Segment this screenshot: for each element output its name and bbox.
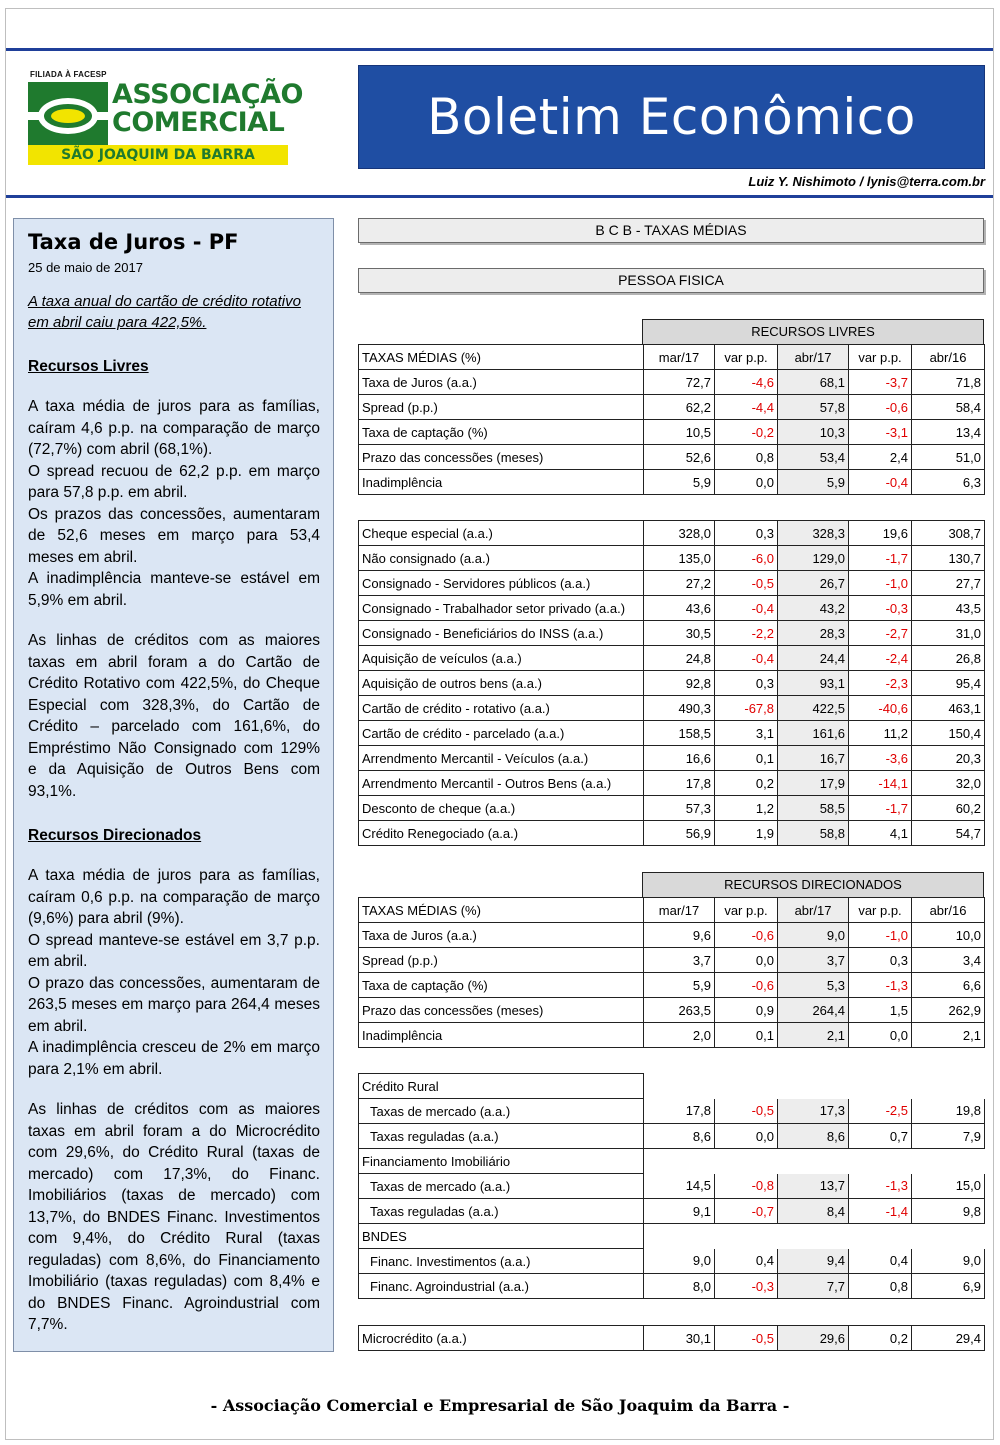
bcb-title-bar: B C B - TAXAS MÉDIAS xyxy=(358,218,984,243)
value-cell: 9,0 xyxy=(778,923,849,948)
paragraph: O spread recuou de 62,2 p.p. em março para 57,8 p.p. em abril. xyxy=(28,462,320,501)
value-cell: 7,9 xyxy=(912,1124,985,1149)
table-row xyxy=(359,1023,985,1048)
column-header: var p.p. xyxy=(715,898,778,923)
value-cell: 92,8 xyxy=(644,671,715,696)
table-row xyxy=(359,395,985,420)
paragraph: A inadimplência cresceu de 2% em março para 2,1% em abril. xyxy=(28,1039,320,1078)
value-cell: 10,5 xyxy=(644,420,715,445)
sidebar-title: Taxa de Juros - PF xyxy=(28,230,239,254)
value-cell: -40,6 xyxy=(849,696,912,721)
value-cell: 328,3 xyxy=(778,521,849,546)
column-header: abr/16 xyxy=(912,345,985,370)
value-cell: 0,1 xyxy=(715,746,778,771)
value-cell: -1,7 xyxy=(849,796,912,821)
value-cell: 30,1 xyxy=(644,1326,715,1351)
value-cell: 10,0 xyxy=(912,923,985,948)
value-cell: 463,1 xyxy=(912,696,985,721)
value-cell: -3,7 xyxy=(849,370,912,395)
row-label: Consignado - Beneficiários do INSS (a.a.) xyxy=(359,621,644,646)
value-cell: 60,2 xyxy=(912,796,985,821)
table-row xyxy=(359,370,985,395)
value-cell: -0,3 xyxy=(715,1274,778,1299)
value-cell: -0,5 xyxy=(715,1326,778,1351)
value-cell: -2,3 xyxy=(849,671,912,696)
value-cell: 1,9 xyxy=(715,821,778,846)
value-cell: 3,1 xyxy=(715,721,778,746)
value-cell: -1,0 xyxy=(849,923,912,948)
table-row xyxy=(359,1274,985,1299)
header-bottom-rule xyxy=(6,195,993,198)
value-cell: -0,3 xyxy=(849,596,912,621)
value-cell: -0,6 xyxy=(715,973,778,998)
table-row xyxy=(359,1326,985,1351)
value-cell: 30,5 xyxy=(644,621,715,646)
value-cell: -3,1 xyxy=(849,420,912,445)
value-cell: 1,2 xyxy=(715,796,778,821)
table-row xyxy=(359,1224,985,1249)
table-row xyxy=(359,923,985,948)
row-label: Crédito Renegociado (a.a.) xyxy=(359,821,644,846)
value-cell: -67,8 xyxy=(715,696,778,721)
value-cell: 0,3 xyxy=(715,521,778,546)
microcredito-table xyxy=(358,1325,985,1351)
table-row xyxy=(359,1149,985,1174)
row-label: Financ. Agroindustrial (a.a.) xyxy=(359,1274,644,1299)
value-cell: 19,6 xyxy=(849,521,912,546)
value-cell: 9,1 xyxy=(644,1199,715,1224)
value-cell: 161,6 xyxy=(778,721,849,746)
value-cell: 1,5 xyxy=(849,998,912,1023)
value-cell: 53,4 xyxy=(778,445,849,470)
value-cell: 2,1 xyxy=(778,1023,849,1048)
row-label: Cheque especial (a.a.) xyxy=(359,521,644,546)
column-header: TAXAS MÉDIAS (%) xyxy=(359,345,644,370)
value-cell: 3,7 xyxy=(778,948,849,973)
value-cell: 17,9 xyxy=(778,771,849,796)
value-cell: 8,6 xyxy=(778,1124,849,1149)
table-row xyxy=(359,771,985,796)
spacer xyxy=(28,1080,320,1099)
table-row xyxy=(359,721,985,746)
table-row xyxy=(359,521,985,546)
value-cell: 5,9 xyxy=(644,973,715,998)
value-cell: -1,4 xyxy=(849,1199,912,1224)
table-row xyxy=(359,1174,985,1199)
value-cell: 57,3 xyxy=(644,796,715,821)
value-cell: -2,7 xyxy=(849,621,912,646)
value-cell: 6,3 xyxy=(912,470,985,495)
value-cell: 6,9 xyxy=(912,1274,985,1299)
paragraph: As linhas de créditos com as maiores taxas em abril foram a do Cartão de Crédito Rotativo com 422,5%, do Cheque Especial com 328,3%, do Cartão de Crédito – parcelado com 161,6%, do Empréstimo Não Consignado com 129% e da Aquisição de Outros Bens com 93,1%. xyxy=(28,632,320,800)
paragraph: A taxa média de juros para as famílias, caíram 0,6 p.p. na comparação de março (9,6%) para abril (9%). xyxy=(28,867,320,927)
value-cell: 150,4 xyxy=(912,721,985,746)
table-row xyxy=(359,1099,985,1124)
value-cell: 9,8 xyxy=(912,1199,985,1224)
column-header: abr/17 xyxy=(778,898,849,923)
row-label: Taxas de mercado (a.a.) xyxy=(359,1099,644,1124)
logo-filiada-text: FILIADA À FACESP xyxy=(30,70,107,79)
publication-date: 25 de maio de 2017 xyxy=(28,260,143,275)
summary-sidebar xyxy=(13,218,334,1352)
value-cell: -4,4 xyxy=(715,395,778,420)
value-cell: 93,1 xyxy=(778,671,849,696)
column-header: mar/17 xyxy=(644,345,715,370)
value-cell: 308,7 xyxy=(912,521,985,546)
value-cell: 0,9 xyxy=(715,998,778,1023)
value-cell: 9,4 xyxy=(778,1249,849,1274)
recursos-livres-summary-table xyxy=(358,344,985,495)
value-cell: 27,7 xyxy=(912,571,985,596)
table-header-row xyxy=(359,345,985,370)
value-cell: 17,8 xyxy=(644,771,715,796)
value-cell: 0,8 xyxy=(715,445,778,470)
pessoa-fisica-bar: PESSOA FISICA xyxy=(358,268,984,293)
column-header: abr/16 xyxy=(912,898,985,923)
value-cell: -2,4 xyxy=(849,646,912,671)
table-row xyxy=(359,546,985,571)
value-cell: 264,4 xyxy=(778,998,849,1023)
table-row xyxy=(359,621,985,646)
value-cell: -2,2 xyxy=(715,621,778,646)
value-cell: 29,6 xyxy=(778,1326,849,1351)
table-row xyxy=(359,948,985,973)
value-cell: 0,0 xyxy=(715,948,778,973)
column-header: abr/17 xyxy=(778,345,849,370)
value-cell: -14,1 xyxy=(849,771,912,796)
section-title-recursos-livres: Recursos Livres xyxy=(28,358,149,375)
row-label: Cartão de crédito - rotativo (a.a.) xyxy=(359,696,644,721)
table-row xyxy=(359,696,985,721)
value-cell: 263,5 xyxy=(644,998,715,1023)
value-cell: 52,6 xyxy=(644,445,715,470)
value-cell: 6,6 xyxy=(912,973,985,998)
value-cell: 0,8 xyxy=(849,1274,912,1299)
value-cell: 0,7 xyxy=(849,1124,912,1149)
row-label: Taxas de mercado (a.a.) xyxy=(359,1174,644,1199)
logo-line2: COMERCIAL xyxy=(112,107,285,138)
value-cell: -0,7 xyxy=(715,1199,778,1224)
row-label: Taxa de captação (%) xyxy=(359,973,644,998)
value-cell: 58,5 xyxy=(778,796,849,821)
row-label: Cartão de crédito - parcelado (a.a.) xyxy=(359,721,644,746)
association-logo xyxy=(28,70,303,166)
row-label: Spread (p.p.) xyxy=(359,395,644,420)
value-cell: 28,3 xyxy=(778,621,849,646)
value-cell: -0,4 xyxy=(715,596,778,621)
section-title-recursos-direcionados: Recursos Direcionados xyxy=(28,827,202,844)
value-cell: 490,3 xyxy=(644,696,715,721)
value-cell: 0,3 xyxy=(849,948,912,973)
value-cell: 43,2 xyxy=(778,596,849,621)
value-cell: 71,8 xyxy=(912,370,985,395)
table-row xyxy=(359,646,985,671)
value-cell: 14,5 xyxy=(644,1174,715,1199)
value-cell: 9,0 xyxy=(912,1249,985,1274)
top-rule xyxy=(6,48,993,51)
column-header: var p.p. xyxy=(849,898,912,923)
recursos-direcionados-lines-table xyxy=(358,1073,985,1299)
row-label: Taxa de Juros (a.a.) xyxy=(359,923,644,948)
row-label: Microcrédito (a.a.) xyxy=(359,1326,644,1351)
value-cell: 3,7 xyxy=(644,948,715,973)
row-label: Taxa de Juros (a.a.) xyxy=(359,370,644,395)
recursos-direcionados-summary-table xyxy=(358,897,985,1048)
bulletin-title: Boletim Econômico xyxy=(427,88,916,146)
value-cell: 13,4 xyxy=(912,420,985,445)
value-cell: 68,1 xyxy=(778,370,849,395)
row-label: Não consignado (a.a.) xyxy=(359,546,644,571)
column-header: TAXAS MÉDIAS (%) xyxy=(359,898,644,923)
paragraph: O prazo das concessões, aumentaram de 263,5 meses em março para 264,4 meses em abril. xyxy=(28,974,320,1035)
recursos-livres-lines-table xyxy=(358,520,985,846)
column-header: var p.p. xyxy=(849,345,912,370)
group-label: BNDES xyxy=(359,1224,644,1249)
table-row xyxy=(359,571,985,596)
value-cell: 4,1 xyxy=(849,821,912,846)
value-cell: 0,2 xyxy=(715,771,778,796)
value-cell: 17,8 xyxy=(644,1099,715,1124)
logo-emblem-icon xyxy=(28,82,108,146)
value-cell: 8,6 xyxy=(644,1124,715,1149)
paragraph: O spread manteve-se estável em 3,7 p.p. em abril. xyxy=(28,931,320,970)
value-cell: 5,3 xyxy=(778,973,849,998)
value-cell: -0,6 xyxy=(849,395,912,420)
value-cell: 129,0 xyxy=(778,546,849,571)
row-label: Arrendmento Mercantil - Outros Bens (a.a.) xyxy=(359,771,644,796)
value-cell: 72,7 xyxy=(644,370,715,395)
value-cell: 328,0 xyxy=(644,521,715,546)
group-spacer xyxy=(644,1224,985,1249)
value-cell: 17,3 xyxy=(778,1099,849,1124)
value-cell: 422,5 xyxy=(778,696,849,721)
recursos-livres-header: RECURSOS LIVRES xyxy=(642,319,984,344)
value-cell: -0,8 xyxy=(715,1174,778,1199)
row-label: Inadimplência xyxy=(359,1023,644,1048)
value-cell: 0,1 xyxy=(715,1023,778,1048)
row-label: Taxas reguladas (a.a.) xyxy=(359,1199,644,1224)
value-cell: 2,1 xyxy=(912,1023,985,1048)
value-cell: -0,4 xyxy=(849,470,912,495)
row-label: Inadimplência xyxy=(359,470,644,495)
table-header-row xyxy=(359,898,985,923)
row-label: Aquisição de outros bens (a.a.) xyxy=(359,671,644,696)
table-row xyxy=(359,1199,985,1224)
row-label: Spread (p.p.) xyxy=(359,948,644,973)
value-cell: 7,7 xyxy=(778,1274,849,1299)
table-row xyxy=(359,796,985,821)
group-spacer xyxy=(644,1149,985,1174)
row-label: Aquisição de veículos (a.a.) xyxy=(359,646,644,671)
table-row xyxy=(359,973,985,998)
row-label: Prazo das concessões (meses) xyxy=(359,445,644,470)
row-label: Prazo das concessões (meses) xyxy=(359,998,644,1023)
value-cell: 0,4 xyxy=(715,1249,778,1274)
value-cell: 3,4 xyxy=(912,948,985,973)
value-cell: -1,0 xyxy=(849,571,912,596)
value-cell: 16,7 xyxy=(778,746,849,771)
logo-line3: SÃO JOAQUIM DA BARRA xyxy=(28,145,288,165)
value-cell: 0,0 xyxy=(849,1023,912,1048)
row-label: Taxa de captação (%) xyxy=(359,420,644,445)
spacer xyxy=(28,846,320,865)
value-cell: -1,3 xyxy=(849,973,912,998)
spacer xyxy=(28,377,320,396)
value-cell: 130,7 xyxy=(912,546,985,571)
value-cell: 0,3 xyxy=(715,671,778,696)
value-cell: -0,2 xyxy=(715,420,778,445)
paragraph: A inadimplência manteve-se estável em 5,9% em abril. xyxy=(28,570,320,609)
value-cell: 51,0 xyxy=(912,445,985,470)
column-header: mar/17 xyxy=(644,898,715,923)
value-cell: 262,9 xyxy=(912,998,985,1023)
value-cell: 56,9 xyxy=(644,821,715,846)
value-cell: 15,0 xyxy=(912,1174,985,1199)
value-cell: 9,6 xyxy=(644,923,715,948)
value-cell: 5,9 xyxy=(644,470,715,495)
value-cell: -0,5 xyxy=(715,571,778,596)
value-cell: 2,4 xyxy=(849,445,912,470)
table-row xyxy=(359,998,985,1023)
table-row xyxy=(359,470,985,495)
value-cell: 16,6 xyxy=(644,746,715,771)
value-cell: -3,6 xyxy=(849,746,912,771)
group-spacer xyxy=(644,1074,985,1099)
value-cell: 8,4 xyxy=(778,1199,849,1224)
table-row xyxy=(359,746,985,771)
value-cell: 54,7 xyxy=(912,821,985,846)
paragraph: Os prazos das concessões, aumentaram de 52,6 meses em março para 53,4 meses em abril. xyxy=(28,505,320,566)
value-cell: 0,0 xyxy=(715,470,778,495)
row-label: Consignado - Servidores públicos (a.a.) xyxy=(359,571,644,596)
value-cell: 8,0 xyxy=(644,1274,715,1299)
value-cell: -6,0 xyxy=(715,546,778,571)
value-cell: 0,0 xyxy=(715,1124,778,1149)
author-credit: Luiz Y. Nishimoto / lynis@terra.com.br xyxy=(748,174,985,189)
value-cell: 135,0 xyxy=(644,546,715,571)
value-cell: 24,4 xyxy=(778,646,849,671)
bulletin-title-box xyxy=(358,65,985,169)
row-label: Financ. Investimentos (a.a.) xyxy=(359,1249,644,1274)
value-cell: 158,5 xyxy=(644,721,715,746)
row-label: Taxas reguladas (a.a.) xyxy=(359,1124,644,1149)
logo-line1: ASSOCIAÇÃO xyxy=(112,79,303,110)
value-cell: 31,0 xyxy=(912,621,985,646)
value-cell: 10,3 xyxy=(778,420,849,445)
value-cell: 0,4 xyxy=(849,1249,912,1274)
row-label: Arrendmento Mercantil - Veículos (a.a.) xyxy=(359,746,644,771)
recursos-direcionados-header: RECURSOS DIRECIONADOS xyxy=(642,872,984,897)
column-header: var p.p. xyxy=(715,345,778,370)
value-cell: 29,4 xyxy=(912,1326,985,1351)
group-label: Crédito Rural xyxy=(359,1074,644,1099)
value-cell: -4,6 xyxy=(715,370,778,395)
table-row xyxy=(359,420,985,445)
paragraph: As linhas de créditos com as maiores taxas em abril foram a do Microcrédito com 29,6%, do Crédito Rural (taxas de mercado) com 17,3%, do Financ. Imobiliários (taxas de mercado) com 13,7%, do BNDES Financ. Investimentos com 9,4%, do Crédito Rural (taxas reguladas) com 8,6%, do Financiamento Imobiliário (taxas reguladas) com 8,4% e do BNDES Financ. Agroindustrial com 7,7%. xyxy=(28,1101,320,1333)
value-cell: -2,5 xyxy=(849,1099,912,1124)
value-cell: 58,4 xyxy=(912,395,985,420)
value-cell: 24,8 xyxy=(644,646,715,671)
value-cell: 27,2 xyxy=(644,571,715,596)
table-row xyxy=(359,1249,985,1274)
value-cell: -0,6 xyxy=(715,923,778,948)
value-cell: 26,8 xyxy=(912,646,985,671)
table-row xyxy=(359,1124,985,1149)
table-row xyxy=(359,445,985,470)
value-cell: -0,4 xyxy=(715,646,778,671)
value-cell: -1,7 xyxy=(849,546,912,571)
value-cell: 9,0 xyxy=(644,1249,715,1274)
table-row xyxy=(359,596,985,621)
table-row xyxy=(359,671,985,696)
value-cell: 5,9 xyxy=(778,470,849,495)
value-cell: 32,0 xyxy=(912,771,985,796)
paragraph: A taxa média de juros para as famílias, caíram 4,6 p.p. na comparação de março (72,7%) com abril (68,1%). xyxy=(28,398,320,458)
value-cell: 62,2 xyxy=(644,395,715,420)
value-cell: -0,5 xyxy=(715,1099,778,1124)
value-cell: 26,7 xyxy=(778,571,849,596)
value-cell: 95,4 xyxy=(912,671,985,696)
value-cell: 57,8 xyxy=(778,395,849,420)
table-row xyxy=(359,821,985,846)
value-cell: 13,7 xyxy=(778,1174,849,1199)
value-cell: 43,6 xyxy=(644,596,715,621)
lead-text: A taxa anual do cartão de crédito rotativo em abril caiu para 422,5%. xyxy=(28,293,301,331)
row-label: Consignado - Trabalhador setor privado (a.a.) xyxy=(359,596,644,621)
row-label: Desconto de cheque (a.a.) xyxy=(359,796,644,821)
footer-text: - Associação Comercial e Empresarial de São Joaquim da Barra - xyxy=(210,1396,790,1415)
value-cell: 58,8 xyxy=(778,821,849,846)
spacer xyxy=(28,611,320,630)
group-label: Financiamento Imobiliário xyxy=(359,1149,644,1174)
value-cell: 19,8 xyxy=(912,1099,985,1124)
value-cell: -1,3 xyxy=(849,1174,912,1199)
value-cell: 11,2 xyxy=(849,721,912,746)
value-cell: 43,5 xyxy=(912,596,985,621)
value-cell: 0,2 xyxy=(849,1326,912,1351)
value-cell: 20,3 xyxy=(912,746,985,771)
table-row xyxy=(359,1074,985,1099)
value-cell: 2,0 xyxy=(644,1023,715,1048)
